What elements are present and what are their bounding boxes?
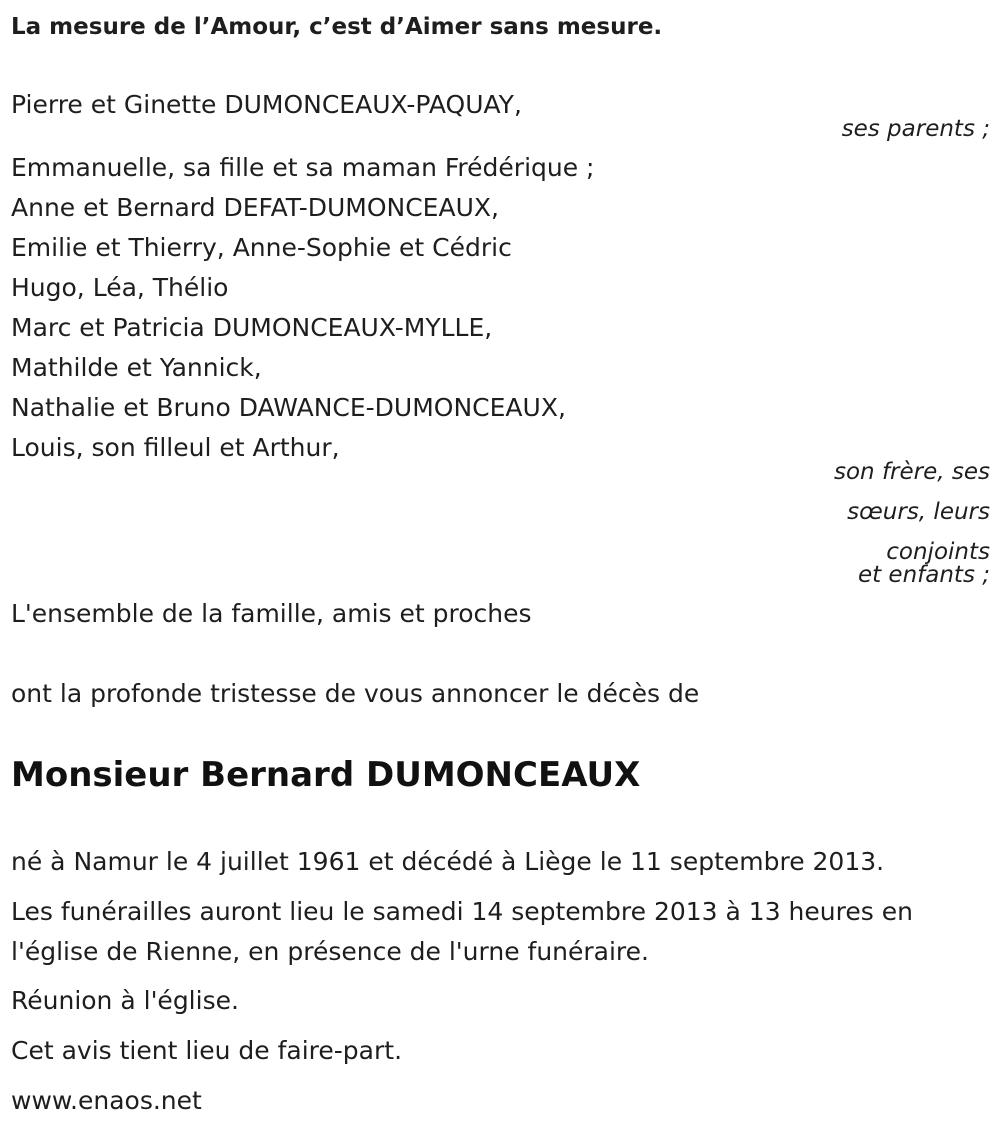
deceased-name: Monsieur Bernard DUMONCEAUX: [11, 755, 641, 795]
announcement: ont la profonde tristesse de vous annoncer le décès de: [11, 679, 700, 708]
siblings-relation-4: et enfants ;: [857, 562, 990, 588]
funeral-details-line-1: Les funérailles auront lieu le samedi 14 septembre 2013 à 13 heures en: [11, 897, 913, 926]
parents-relation: ses parents ;: [841, 116, 990, 142]
family-line-7: Nathalie et Bruno DAWANCE-DUMONCEAUX,: [11, 393, 566, 422]
family-line-4: Hugo, Léa, Thélio: [11, 273, 229, 302]
parents-names: Pierre et Ginette DUMONCEAUX-PAQUAY,: [11, 90, 522, 119]
family-line-5: Marc et Patricia DUMONCEAUX-MYLLE,: [11, 313, 493, 342]
family-line-3: Emilie et Thierry, Anne-Sophie et Cédric: [11, 233, 512, 262]
funeral-details-line-2: l'église de Rienne, en présence de l'urne funéraire.: [11, 937, 649, 966]
family-line-2: Anne et Bernard DEFAT-DUMONCEAUX,: [11, 193, 499, 222]
family-line-1: Emmanuelle, sa fille et sa maman Frédérique ;: [11, 153, 595, 182]
motto: La mesure de l’Amour, c’est d’Aimer sans mesure.: [11, 14, 663, 40]
website-link[interactable]: www.enaos.net: [11, 1086, 202, 1115]
family-line-6: Mathilde et Yannick,: [11, 353, 262, 382]
birth-death-details: né à Namur le 4 juillet 1961 et décédé à Liège le 11 septembre 2013.: [11, 847, 885, 876]
siblings-relation-2: sœurs, leurs: [847, 499, 990, 525]
siblings-relation-3: conjoints: [886, 539, 990, 565]
notice-text: Cet avis tient lieu de faire-part.: [11, 1036, 403, 1065]
extended-family: L'ensemble de la famille, amis et proches: [11, 599, 532, 628]
siblings-relation-1: son frère, ses: [834, 459, 990, 485]
family-line-8: Louis, son filleul et Arthur,: [11, 433, 340, 462]
reunion-info: Réunion à l'église.: [11, 986, 239, 1015]
